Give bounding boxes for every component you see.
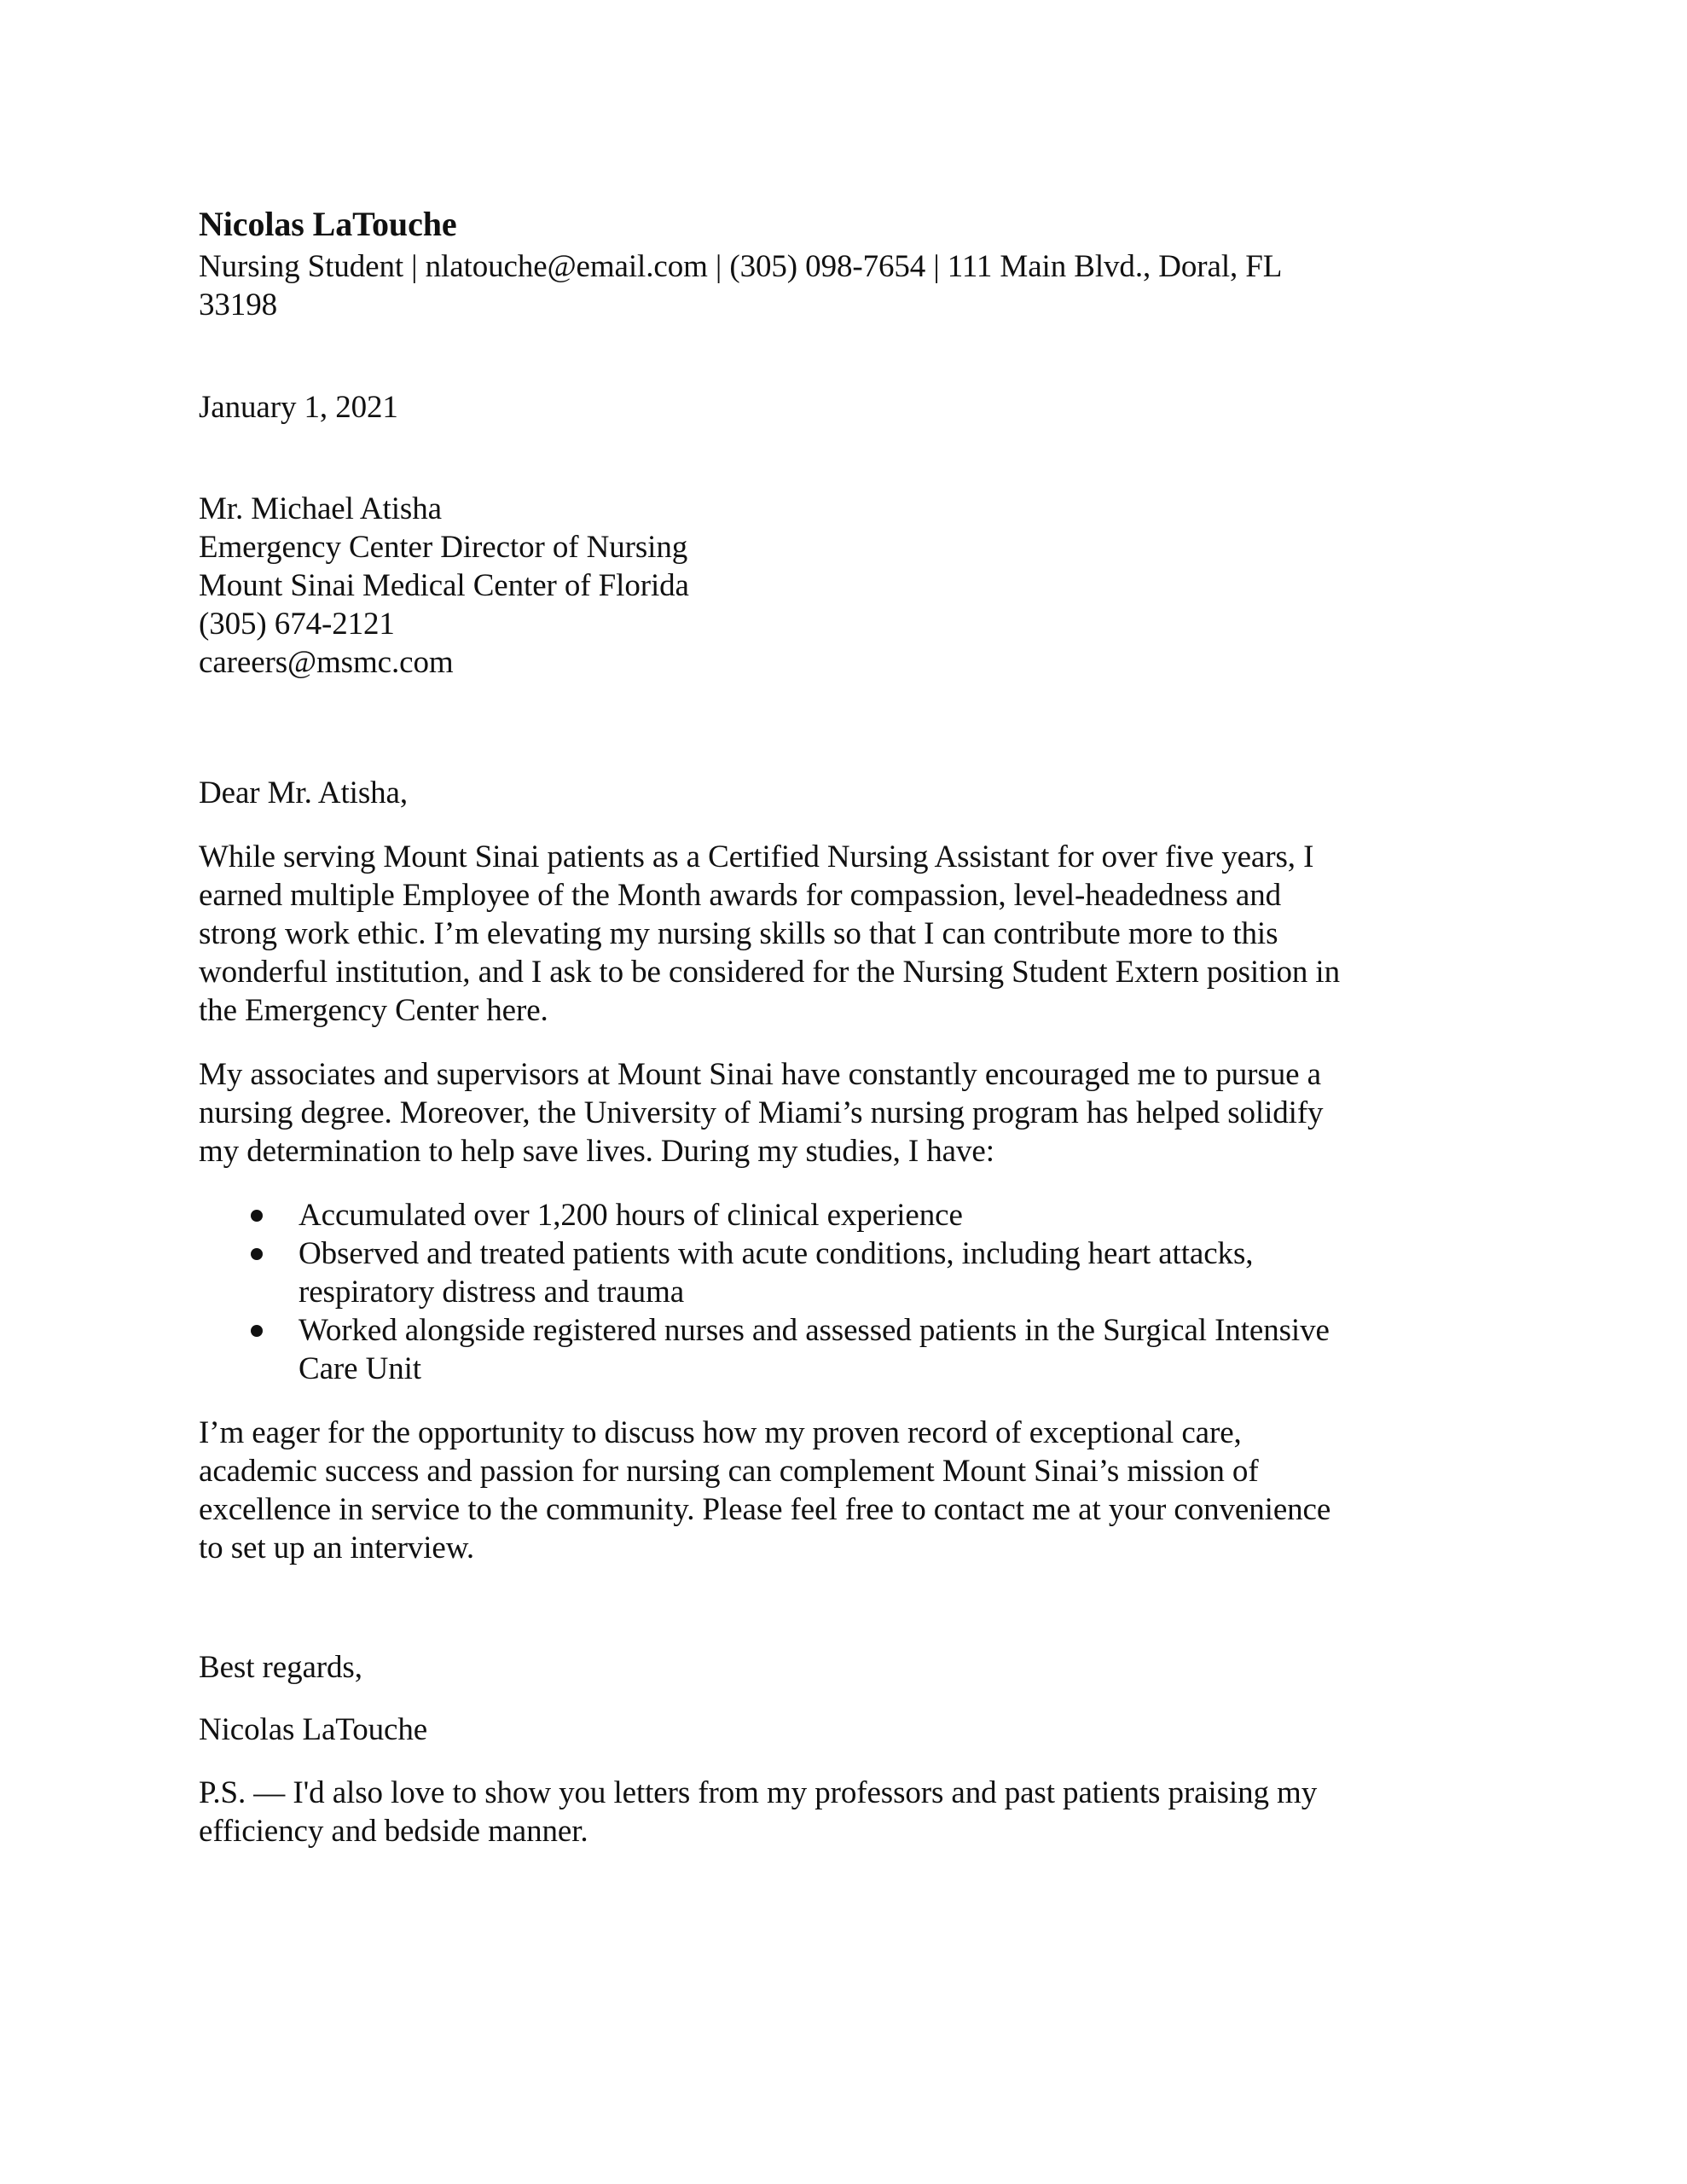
recipient-organization: Mount Sinai Medical Center of Florida xyxy=(199,568,689,603)
postscript-line: efficiency and bedside manner. xyxy=(199,1814,588,1849)
paragraph-line: excellence in service to the community. Please feel free to contact me at your convenience xyxy=(199,1492,1331,1527)
signature: Nicolas LaTouche xyxy=(199,1712,428,1747)
bullet-text: respiratory distress and trauma xyxy=(299,1275,685,1310)
paragraph-line: my determination to help save lives. During my studies, I have: xyxy=(199,1134,994,1169)
bullet-text: Worked alongside registered nurses and assessed patients in the Surgical Intensive xyxy=(299,1313,1330,1348)
salutation: Dear Mr. Atisha, xyxy=(199,775,409,810)
recipient-name: Mr. Michael Atisha xyxy=(199,491,442,526)
paragraph-line: My associates and supervisors at Mount Sinai have constantly encouraged me to pursue a xyxy=(199,1057,1321,1092)
paragraph-line: to set up an interview. xyxy=(199,1531,475,1565)
postscript-line: P.S. — I'd also love to show you letters from my professors and past patients praising my xyxy=(199,1775,1318,1810)
bullet-icon xyxy=(251,1325,263,1337)
letter-date: January 1, 2021 xyxy=(199,390,398,425)
recipient-phone: (305) 674-2121 xyxy=(199,607,395,642)
paragraph-line: wonderful institution, and I ask to be considered for the Nursing Student Extern position in xyxy=(199,955,1340,990)
sender-contact-line: 33198 xyxy=(199,288,278,322)
paragraph-line: While serving Mount Sinai patients as a Certified Nursing Assistant for over five years, I xyxy=(199,839,1314,874)
bullet-text: Observed and treated patients with acute conditions, including heart attacks, xyxy=(299,1236,1254,1271)
bullet-icon xyxy=(251,1210,263,1222)
recipient-email: careers@msmc.com xyxy=(199,645,454,680)
bullet-text: Accumulated over 1,200 hours of clinical experience xyxy=(299,1198,963,1233)
paragraph-line: strong work ethic. I’m elevating my nursing skills so that I can contribute more to this xyxy=(199,916,1278,951)
paragraph-line: the Emergency Center here. xyxy=(199,993,548,1028)
bullet-text: Care Unit xyxy=(299,1351,421,1386)
paragraph-line: nursing degree. Moreover, the University of Miami’s nursing program has helped solidify xyxy=(199,1095,1324,1130)
sender-name: Nicolas LaTouche xyxy=(199,205,457,243)
bullet-icon xyxy=(251,1248,263,1260)
paragraph-line: earned multiple Employee of the Month awards for compassion, level-headedness and xyxy=(199,878,1282,913)
paragraph-line: academic success and passion for nursing can complement Mount Sinai’s mission of xyxy=(199,1454,1259,1489)
paragraph-line: I’m eager for the opportunity to discuss how my proven record of exceptional care, xyxy=(199,1415,1242,1450)
recipient-title: Emergency Center Director of Nursing xyxy=(199,530,688,565)
closing: Best regards, xyxy=(199,1650,362,1685)
sender-contact-line: Nursing Student | nlatouche@email.com | (305) 098-7654 | 111 Main Blvd., Doral, FL xyxy=(199,249,1283,284)
